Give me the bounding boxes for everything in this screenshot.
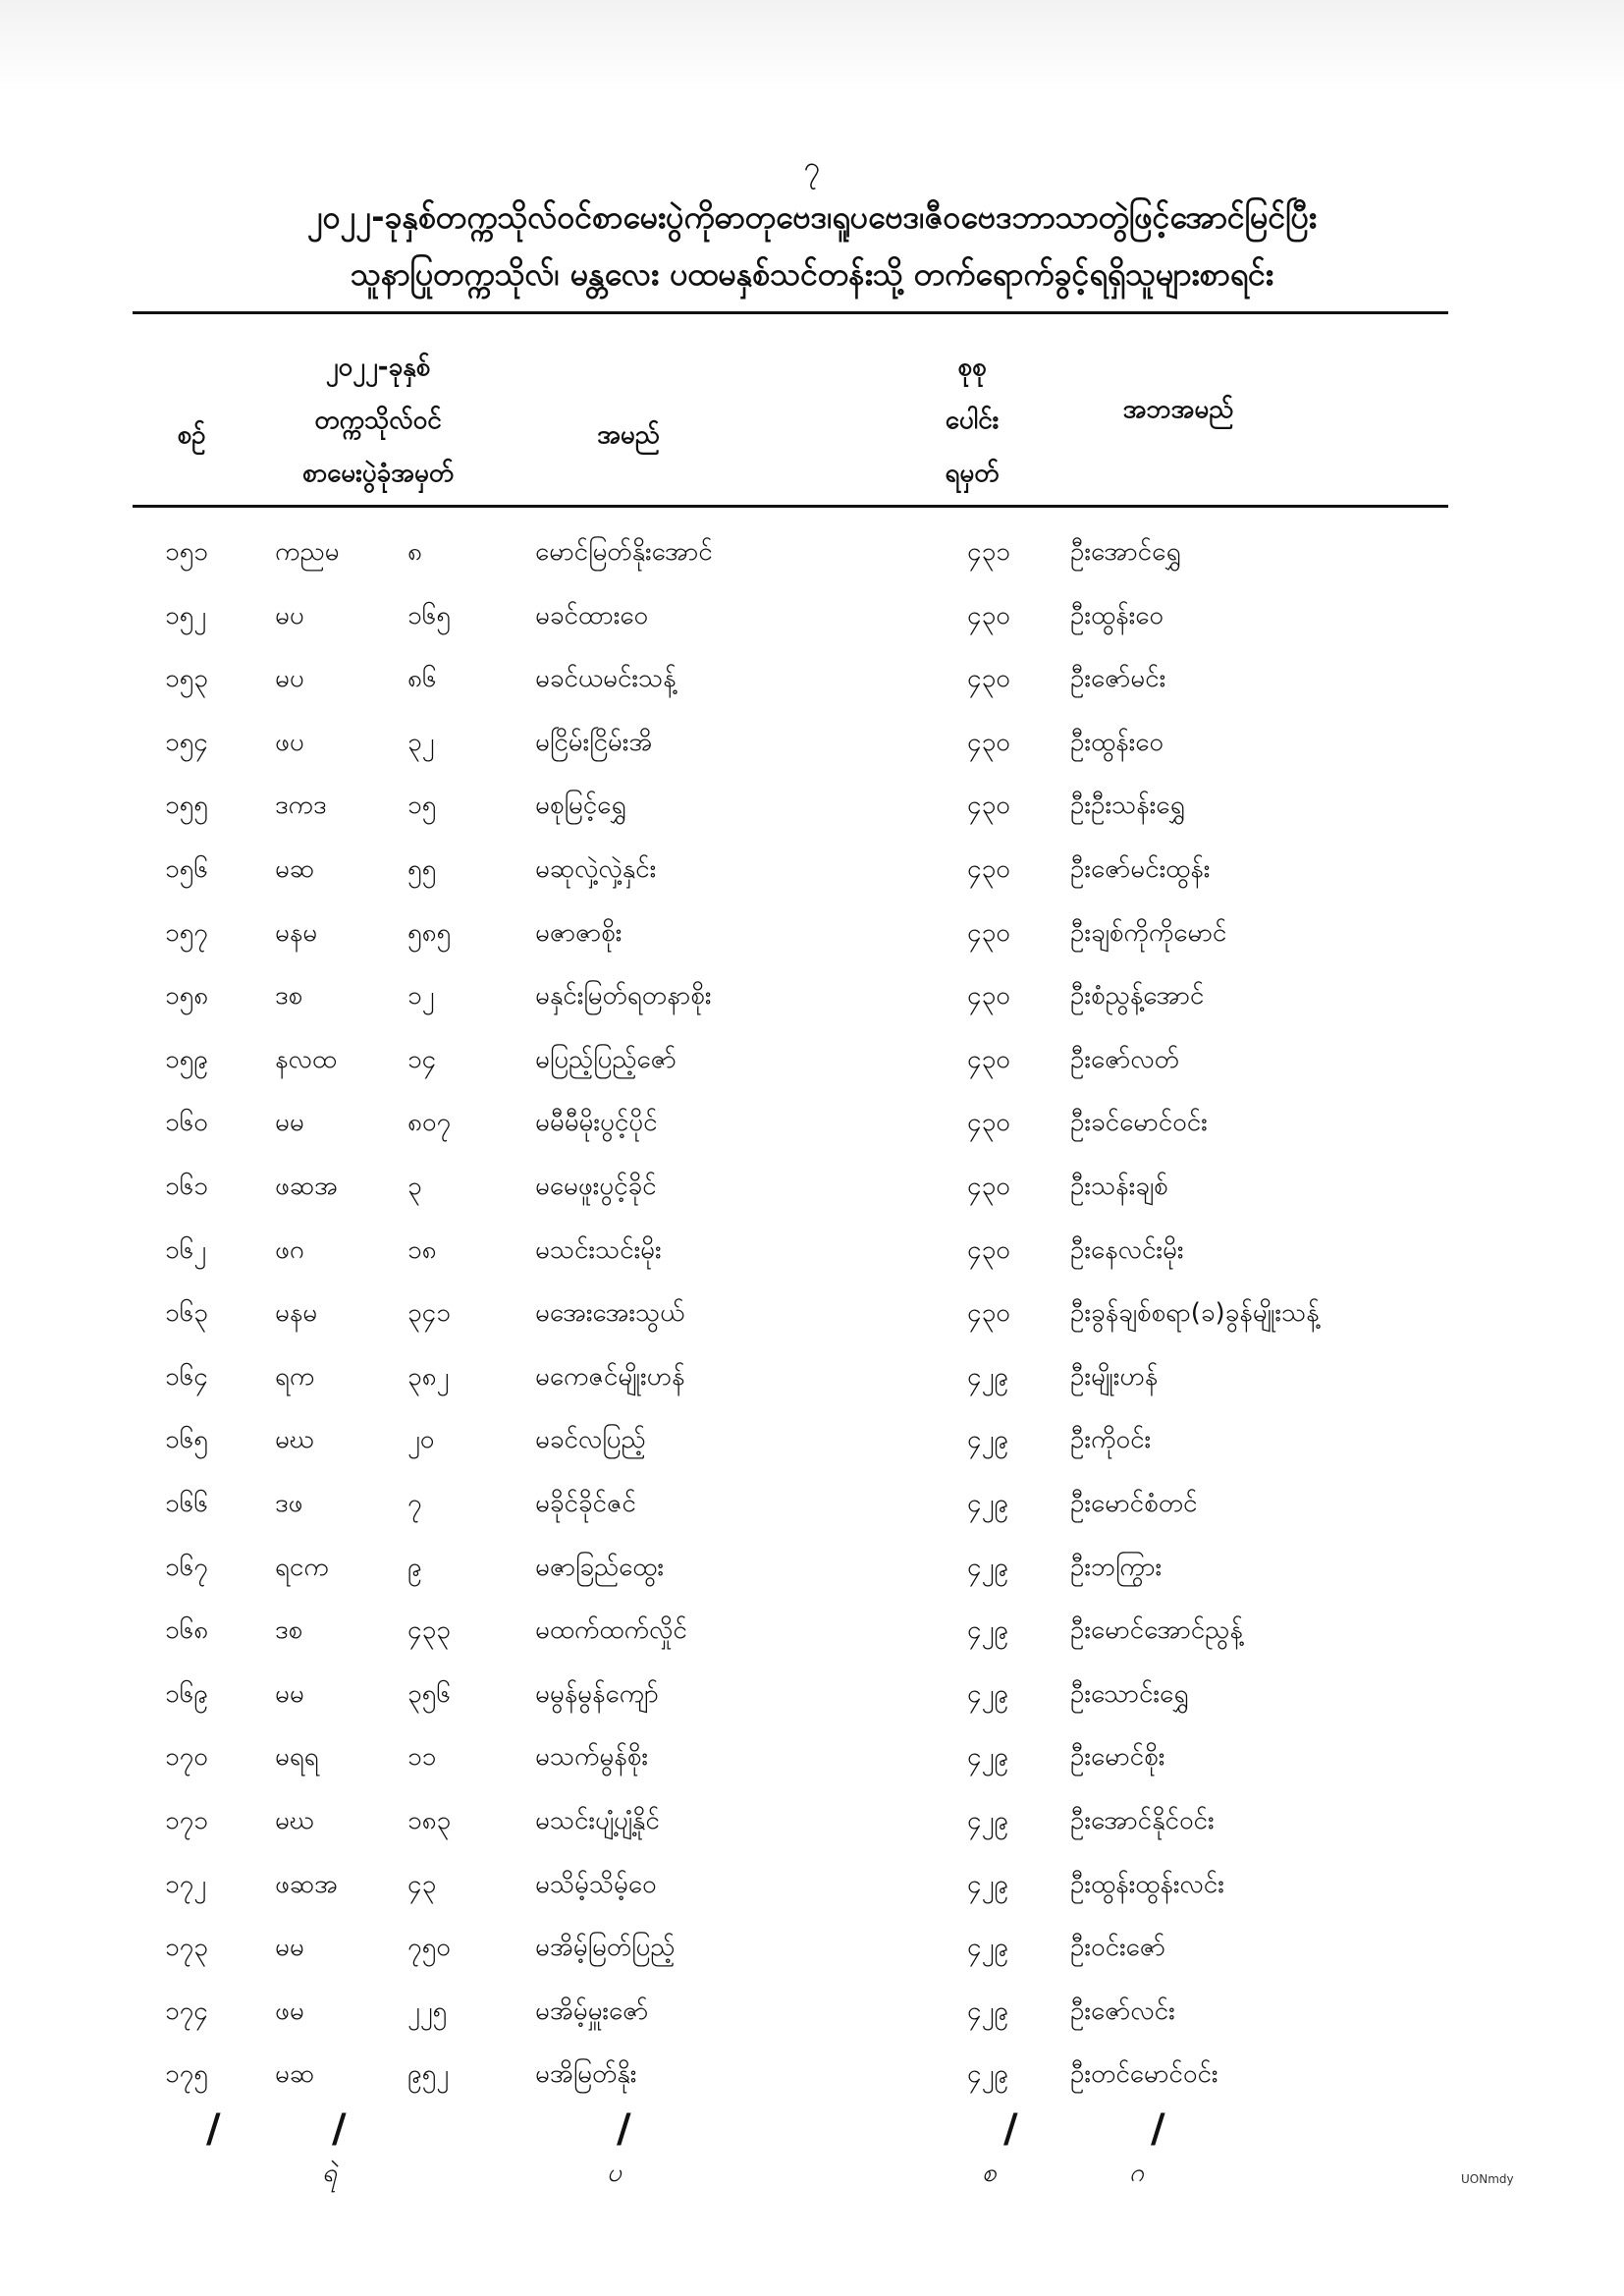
cell-serial: ၁၇၄ (165, 1995, 208, 2026)
cell-serial: ၁၆၄ (165, 1361, 208, 1392)
cell-total-marks: ၄၃၀ (967, 1298, 1010, 1329)
cell-roll-number: ၁၆၅ (407, 600, 451, 630)
table-row (0, 1091, 1624, 1154)
cell-exam-center: ဖပ (275, 727, 304, 757)
table-row (0, 1028, 1624, 1091)
table-row (0, 584, 1624, 647)
cell-serial: ၁၇၃ (165, 1933, 208, 1963)
cell-roll-number: ၂၂၅ (407, 1995, 448, 2026)
table-row (0, 711, 1624, 774)
header-roll-number-line-3: စာမေးပွဲခုံအမှတ် (301, 459, 455, 488)
signature-initials: စ (982, 2159, 997, 2188)
cell-roll-number: ၁၁ (407, 1742, 437, 1773)
cell-name: မမီမီမိုးပွင့်ပိုင် (535, 1108, 658, 1138)
cell-name: မနှင်းမြတ်ရတနာစိုး (535, 981, 712, 1011)
cell-exam-center: ဒဖ (275, 1489, 303, 1518)
cell-serial: ၁၅၂ (165, 600, 207, 630)
cell-total-marks: ၄၃၀ (967, 1172, 1010, 1201)
cell-roll-number: ၅၅ (407, 854, 437, 884)
cell-father-name: ဦးသောင်းရွှေ (1070, 1678, 1189, 1709)
cell-roll-number: ၄၃၃ (407, 1615, 451, 1646)
table-row (0, 1282, 1624, 1344)
header-total-marks-line-1: စုစု (957, 353, 987, 382)
cell-exam-center: မရရ (275, 1742, 319, 1773)
cell-name: မအေးအေးသွယ် (535, 1298, 685, 1329)
cell-total-marks: ၄၃၀ (967, 1044, 1010, 1074)
cell-serial: ၁၇၀ (165, 1742, 208, 1773)
cell-roll-number: ၁၅ (407, 791, 437, 821)
cell-roll-number: ၁၄ (407, 1044, 437, 1074)
cell-name: မသင်းသင်းမိုး (535, 1234, 662, 1265)
cell-exam-center: ဖမ (275, 1995, 304, 2026)
list-title-line-2: သူနာပြုတက္ကသိုလ်၊ မန္တလေး ပထမနှစ်သင်တန်းသို့ တက်ရောက်ခွင့်ရရှိသူများစာရင်း (350, 255, 1274, 293)
cell-father-name: ဦးမောင်စံတင် (1070, 1489, 1198, 1518)
table-row (0, 1853, 1624, 1916)
cell-father-name: ဦးမောင်အောင်ညွန့် (1070, 1615, 1243, 1646)
table-row (0, 2043, 1624, 2105)
cell-father-name: ဦးမောင်စိုး (1070, 1742, 1165, 1773)
table-top-rule (133, 311, 1448, 314)
cell-serial: ၁၅၈ (165, 981, 209, 1011)
cell-total-marks: ၄၂၉ (967, 1869, 1009, 1899)
cell-name: မပြည့်ပြည့်ဇော် (535, 1044, 677, 1074)
cell-roll-number: ၉၅၂ (407, 2059, 450, 2090)
cell-total-marks: ၄၂၉ (967, 1933, 1009, 1963)
cell-exam-center: နလထ (275, 1044, 337, 1074)
footer-slash-mark: / (617, 2106, 631, 2152)
cell-father-name: ဦးဝင်းဇော် (1070, 1933, 1165, 1963)
header-roll-number (250, 341, 506, 500)
table-row (0, 1599, 1624, 1662)
table-row (0, 902, 1624, 964)
cell-exam-center: မမ (275, 1108, 304, 1138)
cell-total-marks: ၄၃၀ (967, 791, 1010, 821)
cell-name: မမေဖူးပွင့်ခိုင် (535, 1172, 657, 1201)
header-total-marks-line-3: ရမှတ် (945, 459, 1000, 488)
cell-father-name: ဦးဇော်မင်း (1070, 664, 1166, 694)
cell-roll-number: ၇၅၀ (407, 1933, 451, 1963)
table-row (0, 1408, 1624, 1471)
cell-serial: ၁၅၁ (165, 537, 208, 567)
cell-serial: ၁၆၅ (165, 1425, 208, 1455)
cell-name: မဇာဇာစိုး (535, 917, 623, 948)
cell-serial: ၁၅၄ (165, 727, 208, 757)
cell-father-name: ဦးသန်းချစ် (1070, 1172, 1168, 1201)
cell-total-marks: ၄၃၀ (967, 664, 1010, 694)
cell-total-marks: ၄၂၉ (967, 1489, 1009, 1518)
cell-exam-center: မမ (275, 1678, 304, 1709)
cell-roll-number: ၅၈၅ (407, 917, 452, 948)
cell-exam-center: မဃ (275, 1425, 315, 1455)
cell-total-marks: ၄၃၀ (967, 1108, 1010, 1138)
cell-roll-number: ၃၅၆ (407, 1678, 451, 1709)
cell-serial: ၁၆၆ (165, 1489, 208, 1518)
cell-exam-center: မပ (275, 664, 304, 694)
cell-total-marks: ၄၂၉ (967, 2059, 1009, 2090)
cell-serial: ၁၅၆ (165, 854, 208, 884)
cell-roll-number: ၁၈၃ (407, 1806, 452, 1835)
header-name: အမည် (597, 420, 660, 450)
cell-total-marks: ၄၃၀ (967, 727, 1010, 757)
cell-name: မောင်မြတ်နိုးအောင် (535, 537, 713, 567)
footer-slash-mark: / (1151, 2106, 1165, 2152)
cell-father-name: ဦးအောင်ရွှေ (1070, 537, 1181, 567)
cell-exam-center: ဒစ (275, 981, 303, 1011)
cell-total-marks: ၄၂၉ (967, 1552, 1009, 1582)
cell-name: မမွန်မွန်ကျော် (535, 1678, 659, 1709)
cell-serial: ၁၆၂ (165, 1234, 207, 1265)
cell-father-name: ဦးစံညွန့်အောင် (1070, 981, 1205, 1011)
cell-exam-center: ကညမ (275, 537, 340, 567)
cell-father-name: ဦးထွန်းဝေ (1070, 727, 1164, 757)
cell-exam-center: ဒကဒ (275, 791, 327, 821)
cell-total-marks: ၄၂၉ (967, 1425, 1009, 1455)
cell-roll-number: ၃၈၂ (407, 1361, 450, 1392)
table-row (0, 838, 1624, 901)
cell-name: မခင်လပြည့် (535, 1425, 646, 1455)
cell-serial: ၁၆၃ (165, 1298, 208, 1329)
table-row (0, 1916, 1624, 1979)
cell-exam-center: ဖဂ (275, 1234, 304, 1265)
cell-total-marks: ၄၃၀ (967, 981, 1010, 1011)
cell-serial: ၁၆၉ (165, 1678, 208, 1709)
cell-father-name: ဦးခွန်ချစ်စရာ(ခ)ခွန်မျိုးသန့် (1070, 1298, 1320, 1329)
table-row (0, 1155, 1624, 1218)
header-roll-number-line-2: တက္ကသိုလ်ဝင် (314, 406, 442, 435)
cell-exam-center: မနမ (275, 917, 318, 948)
cell-roll-number: ၇ (407, 1489, 422, 1518)
cell-roll-number: ၃ (407, 1172, 422, 1201)
cell-name: မသိမ့်သိမ့်ဝေ (535, 1869, 657, 1899)
cell-name: မထက်ထက်လှိုင် (535, 1615, 687, 1646)
cell-total-marks: ၄၃၀ (967, 600, 1010, 630)
cell-father-name: ဦးနေလင်းမိုး (1070, 1234, 1184, 1265)
cell-father-name: ဦးဇော်လင်း (1070, 1995, 1175, 2026)
cell-total-marks: ၄၃၁ (967, 537, 1010, 567)
cell-roll-number: ၈၀၇ (407, 1108, 452, 1138)
table-row (0, 1472, 1624, 1535)
cell-total-marks: ၄၂၉ (967, 1995, 1009, 2026)
cell-roll-number: ၈ (407, 537, 422, 567)
cell-exam-center: မဆ (275, 2059, 314, 2090)
cell-father-name: ဦးထွန်းဝေ (1070, 600, 1164, 630)
cell-serial: ၁၅၅ (165, 791, 208, 821)
cell-father-name: ဦးခင်မောင်ဝင်း (1070, 1108, 1208, 1138)
cell-serial: ၁၆၇ (165, 1552, 208, 1582)
table-row (0, 1789, 1624, 1852)
scan-tag: UONmdy (1461, 2172, 1514, 2186)
cell-total-marks: ၄၂၉ (967, 1806, 1009, 1835)
cell-name: မဆုလှဲ့လှဲ့နှင်း (535, 854, 657, 884)
cell-roll-number: ၂၀ (407, 1425, 435, 1455)
cell-total-marks: ၄၂၉ (967, 1678, 1009, 1709)
header-father-name: အဘအမည် (1122, 395, 1234, 424)
cell-name: မခိုင်ခိုင်ဇင် (535, 1489, 636, 1518)
cell-father-name: ဦးမျိုးဟန် (1070, 1361, 1159, 1392)
table-header-rule (133, 505, 1448, 508)
table-row (0, 964, 1624, 1027)
cell-exam-center: ရငက (275, 1552, 329, 1582)
cell-exam-center: မဆ (275, 854, 314, 884)
table-row (0, 1980, 1624, 2043)
cell-serial: ၁၆၈ (165, 1615, 209, 1646)
cell-name: မခင်ထားဝေ (535, 600, 649, 630)
cell-father-name: ဦးကိုဝင်း (1070, 1425, 1152, 1455)
cell-serial: ၁၆၁ (165, 1172, 208, 1201)
cell-serial: ၁၇၁ (165, 1806, 208, 1835)
header-total-marks (913, 341, 1031, 500)
cell-roll-number: ၁၈ (407, 1234, 437, 1265)
cell-name: မခင်ယမင်းသန့် (535, 664, 677, 694)
cell-serial: ၁၅၃ (165, 664, 208, 694)
cell-father-name: ဦးဇော်မင်းထွန်း (1070, 854, 1211, 884)
cell-father-name: ဦးဇော်လတ် (1070, 1044, 1179, 1074)
table-row (0, 520, 1624, 583)
table-row (0, 1345, 1624, 1408)
page-number: ၇ (803, 150, 821, 185)
cell-roll-number: ၄၃ (407, 1869, 437, 1899)
header-roll-number-line-1: ၂၀၂၂-ခုနှစ် (325, 353, 431, 382)
signature-initials: ရဲ (322, 2159, 337, 2188)
cell-roll-number: ၃၄၁ (407, 1298, 451, 1329)
cell-serial: ၁၆၀ (165, 1108, 208, 1138)
cell-total-marks: ၄၂၉ (967, 1615, 1009, 1646)
cell-name: မစုမြင့်ရွှေ (535, 791, 626, 821)
cell-exam-center: ရက (275, 1361, 315, 1392)
cell-exam-center: ဖဆအ (275, 1869, 338, 1899)
cell-exam-center: မဃ (275, 1806, 315, 1835)
cell-roll-number: ၁၂ (407, 981, 435, 1011)
cell-total-marks: ၄၃၀ (967, 854, 1010, 884)
cell-father-name: ဦးဦးသန်းရွှေ (1070, 791, 1185, 821)
cell-father-name: ဦးဘကြွား (1070, 1552, 1163, 1582)
signature-initials: ပ (607, 2159, 622, 2188)
cell-exam-center: ဒစ (275, 1615, 303, 1646)
list-title-line-1: ၂၀၂၂-ခုနှစ်တက္ကသိုလ်ဝင်စာမေးပွဲကိုဓာတုဗေဒ၊ရူပဗေဒ၊ဇီဝဗေဒဘာသာတွဲဖြင့်အောင်မြင်ပြီး (307, 198, 1317, 236)
table-row (0, 1725, 1624, 1788)
cell-father-name: ဦးချစ်ကိုကိုမောင် (1070, 917, 1227, 948)
cell-father-name: ဦးထွန်းထွန်းလင်း (1070, 1869, 1224, 1899)
footer-slash-mark: / (206, 2106, 221, 2152)
scan-edge-shade (0, 0, 1624, 93)
cell-exam-center: မပ (275, 600, 304, 630)
cell-exam-center: မမ (275, 1933, 304, 1963)
header-total-marks-line-2: ပေါင်း (945, 406, 1000, 435)
cell-total-marks: ၄၂၉ (967, 1742, 1009, 1773)
cell-roll-number: ၃၂ (407, 727, 435, 757)
footer-slash-mark: / (1003, 2106, 1018, 2152)
cell-father-name: ဦးတင်မောင်ဝင်း (1070, 2059, 1218, 2090)
cell-serial: ၁၇၅ (165, 2059, 208, 2090)
table-row (0, 1536, 1624, 1599)
cell-father-name: ဦးအောင်နိုင်ဝင်း (1070, 1806, 1215, 1835)
cell-serial: ၁၅၇ (165, 917, 208, 948)
cell-total-marks: ၄၃၀ (967, 917, 1010, 948)
table-row (0, 647, 1624, 710)
table-row (0, 1219, 1624, 1282)
cell-name: မဇာခြည်ထွေး (535, 1552, 664, 1582)
cell-name: မအိမ့်မှူးဇော် (535, 1995, 649, 2026)
signature-initials: ဂ (1129, 2159, 1144, 2188)
cell-name: မသင်းပျံ့ပျံ့နိုင် (535, 1806, 660, 1835)
table-row (0, 1663, 1624, 1725)
cell-name: မသက်မွန်စိုး (535, 1742, 648, 1773)
cell-total-marks: ၄၃၀ (967, 1234, 1010, 1265)
cell-name: မငြိမ်းငြိမ်းအိ (535, 727, 653, 757)
footer-slash-mark: / (332, 2106, 347, 2152)
cell-name: မအိမြတ်နိုး (535, 2059, 637, 2090)
cell-total-marks: ၄၂၉ (967, 1361, 1009, 1392)
header-serial: စဉ် (177, 420, 206, 450)
cell-serial: ၁၅၉ (165, 1044, 208, 1074)
cell-exam-center: မနမ (275, 1298, 318, 1329)
cell-serial: ၁၇၂ (165, 1869, 207, 1899)
cell-roll-number: ၉ (407, 1552, 422, 1582)
cell-name: မကေဇင်မျိုးဟန် (535, 1361, 685, 1392)
cell-roll-number: ၈၆ (407, 664, 437, 694)
cell-exam-center: ဖဆအ (275, 1172, 338, 1201)
table-row (0, 774, 1624, 837)
cell-name: မအိမ့်မြတ်ပြည့် (535, 1933, 676, 1963)
